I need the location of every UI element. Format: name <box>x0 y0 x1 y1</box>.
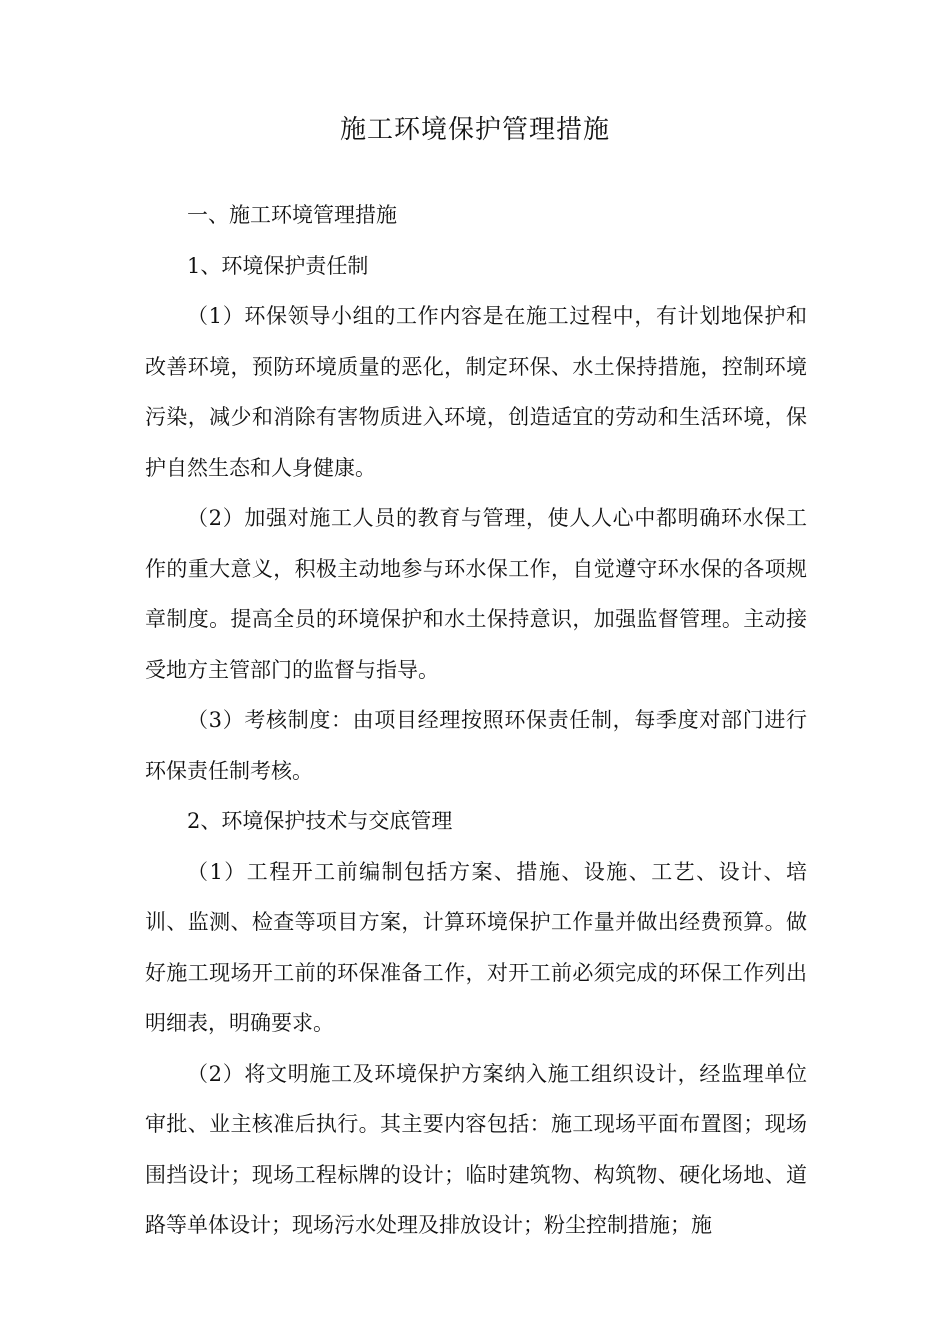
paragraph-1-3: （3）考核制度：由项目经理按照环保责任制，每季度对部门进行环保责任制考核。 <box>145 708 807 783</box>
paragraph-2-1: （1）工程开工前编制包括方案、措施、设施、工艺、设计、培训、监测、检查等项目方案，计算环境保护工作量并做出经费预算。做好施工现场开工前的环保准备工作，对开工前必须完成的环保工作列出明细表，明确要求。 <box>145 859 807 1035</box>
subsection-heading-2: 2、环境保护技术与交底管理 <box>187 809 453 833</box>
document-title: 施工环境保护管理措施 <box>339 115 610 145</box>
section-heading-1: 一、施工环境管理措施 <box>187 203 397 227</box>
document-body <box>145 190 807 1251</box>
paragraph-1-2: （2）加强对施工人员的教育与管理，使人人心中都明确环水保工作的重大意义，积极主动地参与环水保工作，自觉遵守环水保的各项规章制度。提高全员的环境保护和水土保持意识，加强监督管理。主动接受地方主管部门的监督与指导。 <box>145 506 807 682</box>
paragraph-1-1: （1）环保领导小组的工作内容是在施工过程中，有计划地保护和改善环境，预防环境质量的恶化，制定环保、水土保持措施，控制环境污染，减少和消除有害物质进入环境，创造适宜的劳动和生活环境，保护自然生态和人身健康。 <box>145 304 807 480</box>
subsection-heading-1: 1、环境保护责任制 <box>187 253 369 278</box>
paragraph-2-2: （2）将文明施工及环境保护方案纳入施工组织设计，经监理单位审批、业主核准后执行。其主要内容包括：施工现场平面布置图；现场围挡设计；现场工程标牌的设计；临时建筑物、构筑物、硬化场地、道路等单体设计；现场污水处理及排放设计；粉尘控制措施；施 <box>145 1061 807 1237</box>
